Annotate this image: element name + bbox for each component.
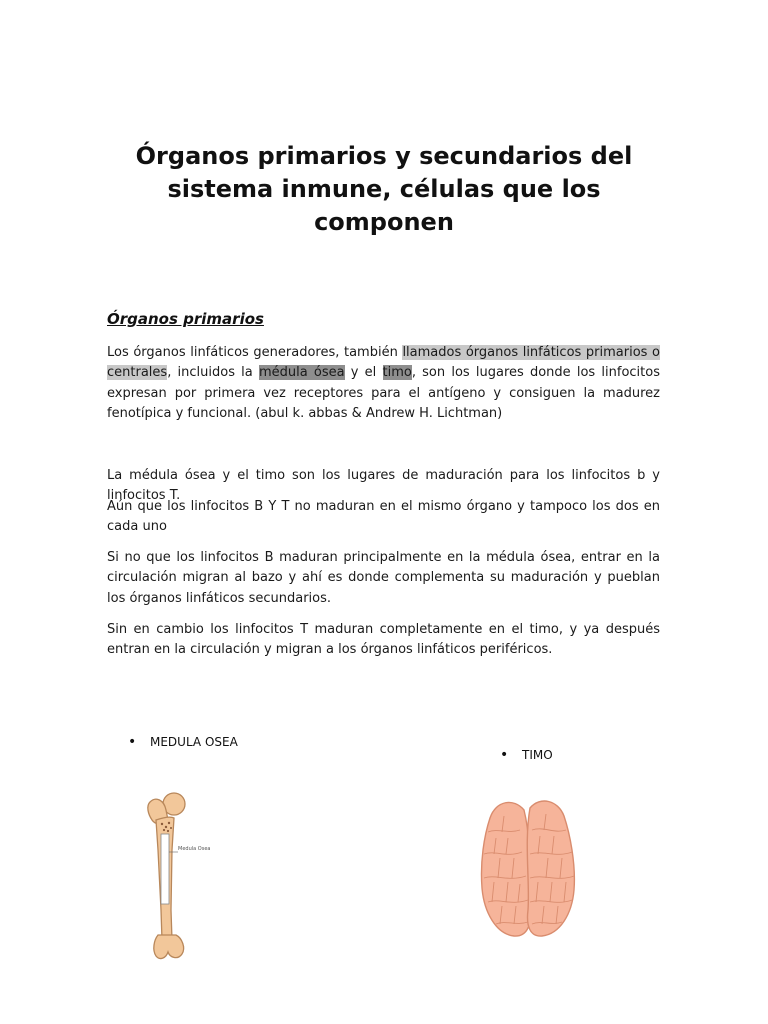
femur-bone-image	[138, 790, 218, 965]
bullet-dot: •	[500, 747, 509, 763]
paragraph-maturation: La médula ósea y el timo son los lugares de maduración para los linfocitos b y linfocitos T.	[107, 468, 660, 504]
paragraph-t-lymphocytes: Sin en cambio los linfocitos T maduran completamente en el timo, y ya después entran en la circulación y migran a los órganos linfáticos periféricos.	[107, 622, 660, 658]
paragraph-text: Los órganos linfáticos generadores, también	[107, 345, 403, 360]
paragraph-text: , son los lugares donde los linfocitos expresan por primera vez receptores para el antígeno y consiguen la madurez fenotípica y funcional. (abul k. abbas & Andrew H. Lichtman)	[107, 365, 660, 421]
bullet-label: MEDULA OSEA	[150, 735, 238, 749]
bone-marrow-label: Medula Osea	[178, 846, 211, 852]
paragraph-b-lymphocytes: Si no que los linfocitos B maduran principalmente en la médula ósea, entrar en la circulación migran al bazo y ahí es donde complementa su maduración y pueblan los órganos linfáticos secundarios.	[107, 550, 660, 606]
highlighted-text: llamados órganos linfáticos primarios o centrales	[107, 345, 660, 381]
highlighted-text: timo	[382, 365, 412, 381]
bullet-label: TIMO	[522, 748, 553, 762]
paragraph-not-same-organ: Aún que los linfocitos B Y T no maduran en el mismo órgano y tampoco los dos en cada uno	[107, 499, 660, 535]
bullet-timo	[500, 747, 553, 763]
highlighted-text: médula ósea	[258, 365, 345, 381]
document-title: Órganos primarios y secundarios del sistema inmune, células que los componen	[135, 142, 633, 236]
section-heading: Órganos primarios	[107, 310, 264, 328]
paragraph-text: , incluidos la	[167, 365, 259, 381]
bullet-medula-osea	[128, 734, 238, 750]
bullet-dot: •	[128, 734, 137, 750]
paragraph-text: y el	[344, 365, 383, 381]
paragraph-definition	[107, 343, 660, 424]
thymus-image	[474, 792, 584, 942]
